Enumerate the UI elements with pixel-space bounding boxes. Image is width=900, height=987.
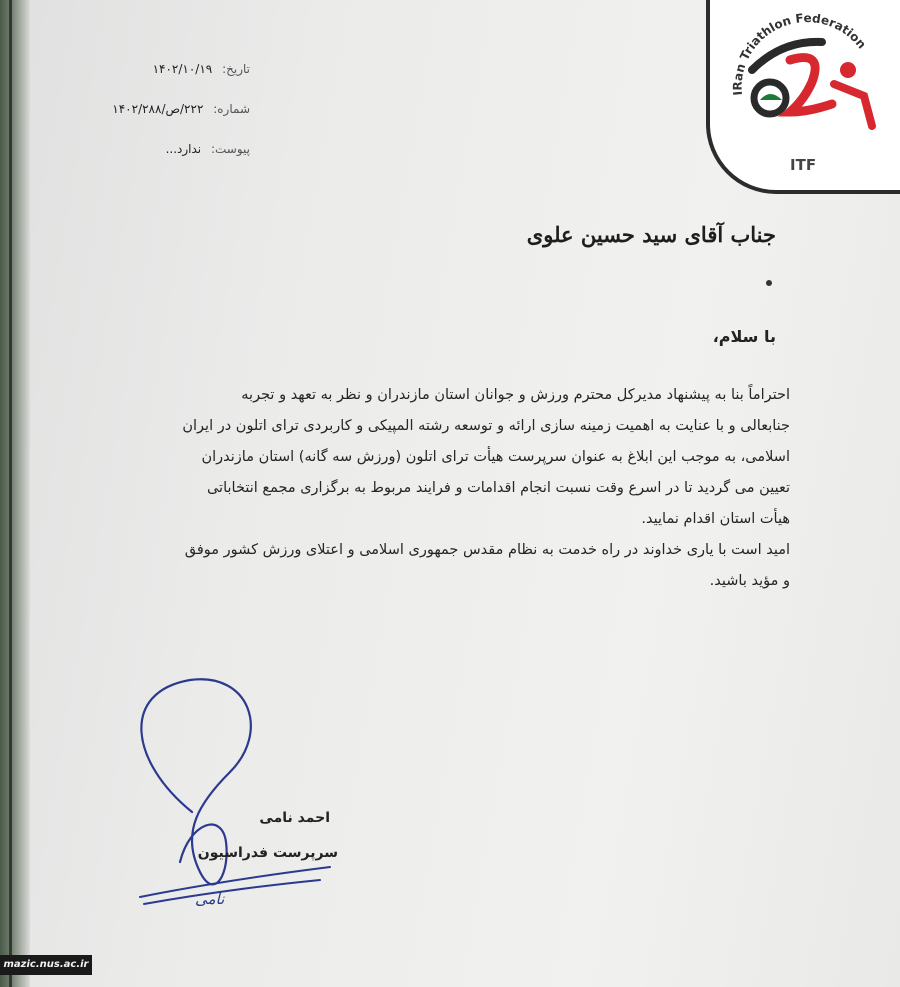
binder-stripe bbox=[9, 0, 12, 987]
letter-meta bbox=[60, 62, 250, 182]
body-line: جنابعالی و با عنایت به اهمیت زمینه سازی ارائه و توسعه رشته المپیکی و کاربردی ترای اتلون در ایران bbox=[182, 418, 790, 434]
logo-arc-text: IRan Triathlon Federation bbox=[730, 11, 869, 96]
logo-runner-figure bbox=[790, 58, 832, 112]
date-row bbox=[60, 62, 250, 102]
number-row bbox=[60, 102, 250, 142]
handwritten-signature bbox=[130, 672, 360, 922]
attachment-row bbox=[60, 142, 250, 182]
number-label: شماره: bbox=[213, 102, 250, 116]
logo-green-wave bbox=[760, 94, 782, 100]
body-line: امید است با یاری خداوند در راه خدمت به نظام مقدس جمهوری اسلامی و اعتلای ورزش کشور موفق bbox=[184, 542, 790, 558]
logo-runner-head bbox=[840, 62, 856, 78]
number-value: ۲۲۲/ص/۱۴۰۲/۲۸۸ bbox=[112, 102, 204, 116]
body-line: هیأت استان اقدام نمایید. bbox=[641, 511, 790, 527]
logo-runner-limb bbox=[834, 84, 872, 126]
site-watermark: mazic.nus.ac.ir bbox=[0, 955, 92, 975]
body-line: تعیین می گردید تا در اسرع وقت نسبت انجام اقدامات و فرایند مربوط به برگزاری مجمع انتخاباتی bbox=[206, 480, 790, 496]
signer-title: سرپرست فدراسیون bbox=[197, 845, 338, 861]
body-line: اسلامی، به موجب این ابلاغ به عنوان سرپرست هیأت ترای اتلون (ورزش سه گانه) استان مازندران bbox=[201, 449, 790, 465]
signature-underline bbox=[140, 867, 330, 904]
date-value: ۱۴۰۲/۱۰/۱۹ bbox=[152, 62, 213, 76]
recipient-line: جناب آقای سید حسین علوی bbox=[526, 222, 776, 247]
bullet-dot bbox=[766, 280, 772, 286]
attachment-label: پیوست: bbox=[210, 142, 250, 156]
letter-body bbox=[100, 380, 790, 597]
logo-caption: ITF bbox=[790, 156, 817, 174]
signature-scribble: نامی bbox=[195, 890, 225, 908]
body-line: احتراماً بنا به پیشنهاد مدیرکل محترم ورزش و جوانان استان مازندران و نظر به تعهد و تجربه bbox=[241, 387, 790, 403]
attachment-value: ندارد... bbox=[165, 142, 202, 156]
binder-edge bbox=[0, 0, 30, 987]
signer-name: احمد نامی bbox=[259, 810, 330, 826]
itf-logo bbox=[712, 0, 900, 160]
date-label: تاریخ: bbox=[222, 62, 250, 76]
body-line: و مؤید باشید. bbox=[709, 573, 790, 589]
greeting: با سلام، bbox=[712, 327, 776, 346]
